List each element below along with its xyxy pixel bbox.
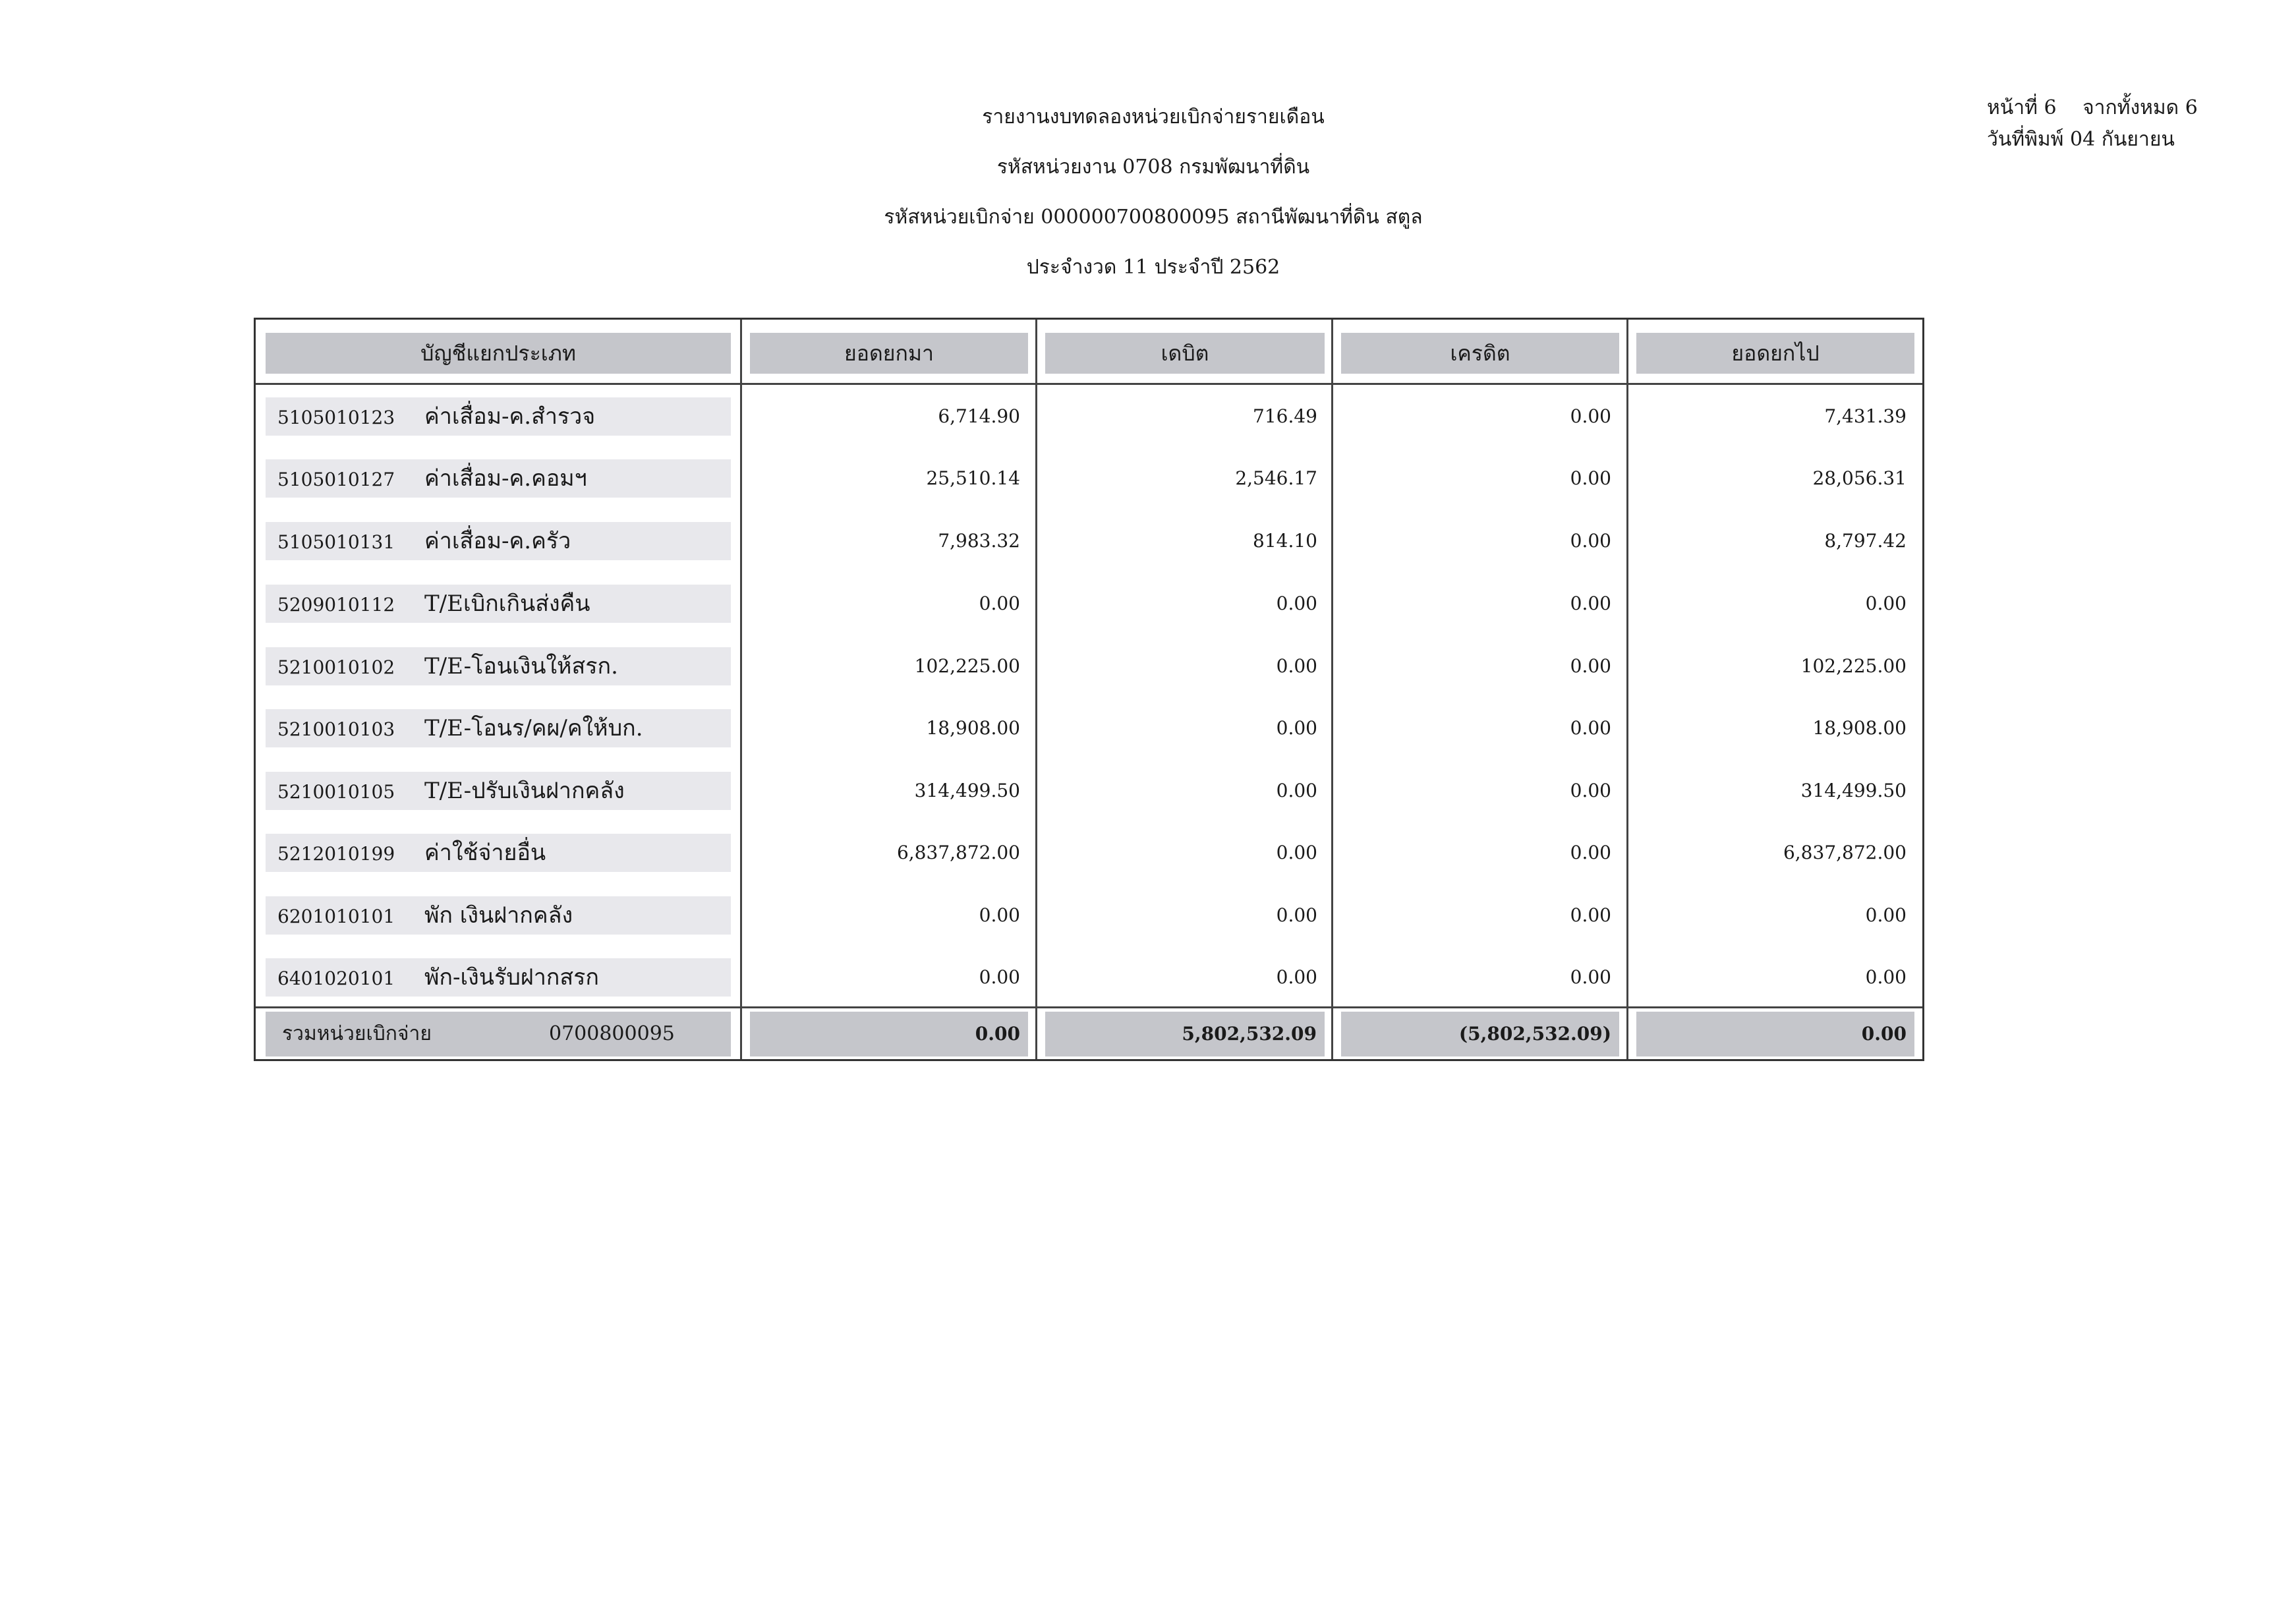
print-date: 04 กันยายน — [2070, 128, 2175, 151]
account-code: 6401020101 — [277, 968, 395, 989]
column-header-brought-forward: ยอดยกมา — [750, 333, 1028, 374]
total-debit: 5,802,532.09 — [1045, 1012, 1325, 1056]
credit-value: 0.00 — [1570, 592, 1611, 614]
print-date-label: วันที่พิมพ์ — [1987, 128, 2064, 151]
carried-forward-value: 18,908.00 — [1812, 717, 1907, 739]
carried-forward-value: 314,499.50 — [1800, 780, 1907, 801]
account-code: 5209010112 — [277, 594, 395, 616]
debit-value: 2,546.17 — [1235, 467, 1317, 489]
total-credit: (5,802,532.09) — [1341, 1012, 1619, 1056]
account-code: 5105010127 — [277, 469, 395, 490]
carried-forward-value: 8,797.42 — [1824, 530, 1907, 552]
account-name: T/E-ปรับเงินฝากคลัง — [424, 778, 625, 804]
total-pages: 6 — [2185, 96, 2198, 119]
table-row — [266, 647, 618, 685]
carried-forward-value: 0.00 — [1865, 966, 1907, 988]
account-code: 5210010102 — [277, 656, 395, 678]
page-number: 6 — [2044, 96, 2057, 119]
brought-forward-value: 0.00 — [979, 592, 1020, 614]
column-header-credit: เครดิต — [1341, 333, 1619, 374]
table-row — [266, 585, 590, 623]
column-header-account: บัญชีแยกประเภท — [266, 333, 731, 374]
debit-value: 0.00 — [1276, 966, 1317, 988]
total-carried-forward: 0.00 — [1636, 1012, 1914, 1056]
debit-value: 0.00 — [1276, 842, 1317, 863]
table-row — [266, 896, 573, 935]
column-divider — [1626, 320, 1628, 1059]
brought-forward-value: 102,225.00 — [914, 655, 1020, 677]
carried-forward-value: 0.00 — [1865, 592, 1907, 614]
account-name: พัก-เงินรับฝากสรก — [424, 964, 599, 991]
credit-value: 0.00 — [1570, 842, 1611, 863]
account-name: T/E-โอนเงินให้สรก. — [424, 653, 618, 679]
credit-value: 0.00 — [1570, 966, 1611, 988]
report-title: รายงานงบทดลองหน่วยเบิกจ่ายรายเดือน — [982, 105, 1325, 129]
account-name: พัก เงินฝากคลัง — [424, 902, 573, 929]
disbursement-unit-line: รหัสหน่วยเบิกจ่าย 000000700800095 สถานีพัฒนาที่ดิน สตูล — [884, 206, 1423, 229]
trial-balance-table — [254, 318, 1924, 1061]
page-counter — [1987, 92, 2264, 124]
account-name: ค่าเสื่อม-ค.ครัว — [424, 528, 571, 554]
brought-forward-value: 6,837,872.00 — [896, 842, 1020, 863]
account-code: 6201010101 — [277, 906, 395, 927]
total-label: รวมหน่วยเบิกจ่าย — [282, 1022, 432, 1045]
total-pages-label: จากทั้งหมด — [2082, 96, 2179, 119]
carried-forward-value: 102,225.00 — [1800, 655, 1907, 677]
account-name: ค่าเสื่อม-ค.สำรวจ — [424, 403, 596, 430]
page-info — [1987, 92, 2264, 156]
credit-value: 0.00 — [1570, 904, 1611, 926]
account-name: T/E-โอนร/คผ/คให้บก. — [424, 715, 643, 741]
credit-value: 0.00 — [1570, 780, 1611, 801]
account-code: 5105010123 — [277, 407, 395, 428]
credit-value: 0.00 — [1570, 717, 1611, 739]
debit-value: 0.00 — [1276, 655, 1317, 677]
debit-value: 0.00 — [1276, 592, 1317, 614]
carried-forward-value: 0.00 — [1865, 904, 1907, 926]
account-name: ค่าใช้จ่ายอื่น — [424, 840, 546, 866]
brought-forward-value: 6,714.90 — [938, 405, 1020, 427]
credit-value: 0.00 — [1570, 530, 1611, 552]
column-divider — [740, 320, 742, 1059]
brought-forward-value: 0.00 — [979, 966, 1020, 988]
column-header-debit: เดบิต — [1045, 333, 1325, 374]
account-name: ค่าเสื่อม-ค.คอมฯ — [424, 465, 587, 492]
brought-forward-value: 18,908.00 — [926, 717, 1020, 739]
debit-value: 0.00 — [1276, 780, 1317, 801]
credit-value: 0.00 — [1570, 467, 1611, 489]
table-row — [266, 397, 595, 436]
debit-value: 0.00 — [1276, 904, 1317, 926]
print-date-line — [1987, 124, 2264, 156]
carried-forward-value: 7,431.39 — [1824, 405, 1907, 427]
account-name: T/Eเบิกเกินส่งคืน — [424, 591, 590, 617]
account-code: 5105010131 — [277, 531, 395, 553]
brought-forward-value: 0.00 — [979, 904, 1020, 926]
carried-forward-value: 6,837,872.00 — [1783, 842, 1907, 863]
debit-value: 0.00 — [1276, 717, 1317, 739]
brought-forward-value: 7,983.32 — [938, 530, 1020, 552]
table-row — [266, 958, 599, 997]
table-row — [266, 709, 643, 747]
column-header-carried-forward: ยอดยกไป — [1636, 333, 1914, 374]
period-line: ประจำงวด 11 ประจำปี 2562 — [1026, 256, 1280, 279]
carried-forward-value: 28,056.31 — [1812, 467, 1907, 489]
credit-value: 0.00 — [1570, 405, 1611, 427]
total-row-label-cell — [266, 1012, 731, 1056]
credit-value: 0.00 — [1570, 655, 1611, 677]
agency-code-line: รหัสหน่วยงาน 0708 กรมพัฒนาที่ดิน — [996, 156, 1310, 179]
total-divider — [256, 1006, 1922, 1008]
page-label: หน้าที่ — [1987, 96, 2038, 119]
debit-value: 814.10 — [1253, 530, 1317, 552]
table-row — [266, 522, 571, 560]
table-row — [266, 459, 587, 498]
account-code: 5212010199 — [277, 843, 395, 865]
header-divider — [256, 383, 1922, 385]
brought-forward-value: 314,499.50 — [914, 780, 1020, 801]
table-row — [266, 772, 625, 810]
table-row — [266, 834, 546, 872]
account-code: 5210010105 — [277, 781, 395, 803]
total-brought-forward: 0.00 — [750, 1012, 1028, 1056]
column-divider — [1331, 320, 1333, 1059]
debit-value: 716.49 — [1253, 405, 1317, 427]
total-unit-code: 0700800095 — [549, 1022, 675, 1045]
account-code: 5210010103 — [277, 718, 395, 740]
column-divider — [1035, 320, 1037, 1059]
brought-forward-value: 25,510.14 — [926, 467, 1020, 489]
report-title-block — [659, 92, 1648, 293]
